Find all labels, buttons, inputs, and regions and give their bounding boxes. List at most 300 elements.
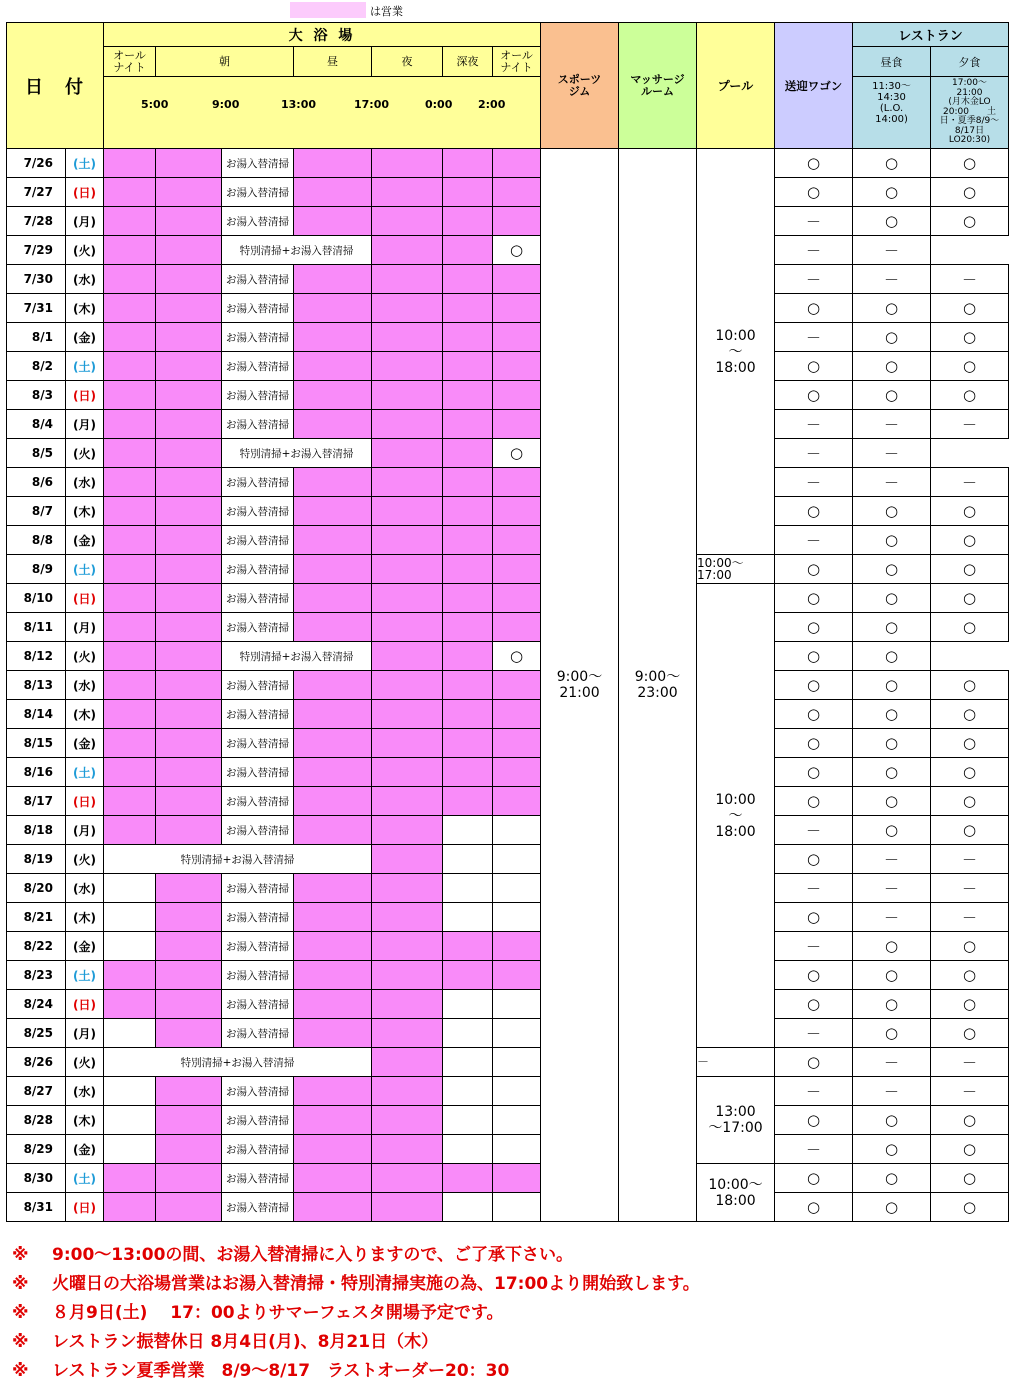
bath-slot [104, 439, 156, 468]
wagon-status: － [775, 1077, 853, 1106]
wagon-status: ○ [775, 671, 853, 700]
cleaning-cell: お湯入替清掃 [222, 381, 294, 410]
row-weekday: (日) [66, 990, 104, 1019]
bath-slot [493, 613, 541, 642]
time-axis-cell [104, 77, 541, 149]
table-row [7, 526, 1009, 555]
bath-slot [372, 1135, 443, 1164]
bath-slot [156, 961, 222, 990]
bath-slot [443, 555, 493, 584]
bath-slot [294, 903, 372, 932]
bath-slot [294, 584, 372, 613]
row-date: 8/19 [7, 845, 66, 874]
bath-slot [156, 1193, 222, 1222]
row-weekday: (日) [66, 381, 104, 410]
wagon-status: － [775, 207, 853, 236]
bath-slot [294, 410, 372, 439]
table-row [7, 729, 1009, 758]
bath-slot [104, 526, 156, 555]
bath-slot [443, 323, 493, 352]
bath-slot [156, 816, 222, 845]
bath-slot [493, 207, 541, 236]
bath-slot [372, 207, 443, 236]
lunch-status: － [853, 845, 931, 874]
row-weekday: (土) [66, 555, 104, 584]
bath-slot [156, 410, 222, 439]
dinner-status: ○ [931, 497, 1009, 526]
dinner-status: ○ [931, 1135, 1009, 1164]
bath-slot [372, 700, 443, 729]
bath-slot [294, 700, 372, 729]
bath-header: 大 浴 場 [104, 23, 541, 47]
dinner-header: 夕食 [931, 47, 1009, 77]
row-weekday: (木) [66, 1106, 104, 1135]
row-date: 8/29 [7, 1135, 66, 1164]
massage-header: マッサージ ルーム [619, 23, 697, 149]
note-mark: ※ [12, 1303, 29, 1323]
bath-slot [156, 584, 222, 613]
bath-slot [156, 555, 222, 584]
row-date: 8/31 [7, 1193, 66, 1222]
bath-slot [493, 526, 541, 555]
lunch-status: － [775, 439, 853, 468]
bath-slot [156, 903, 222, 932]
dinner-status: ○ [931, 787, 1009, 816]
lunch-status: ○ [853, 352, 931, 381]
bath-slot [294, 990, 372, 1019]
row-weekday: (金) [66, 729, 104, 758]
cleaning-cell: お湯入替清掃 [222, 323, 294, 352]
bath-slot [443, 497, 493, 526]
bath-slot [104, 584, 156, 613]
time-tick: 13:00 [281, 98, 317, 111]
bath-slot [372, 845, 443, 874]
bath-slot [372, 584, 443, 613]
bath-slot [493, 671, 541, 700]
table-row [7, 671, 1009, 700]
row-date: 8/13 [7, 671, 66, 700]
bath-slot [294, 265, 372, 294]
wagon-status: ○ [775, 1048, 853, 1077]
period-header: 昼 [294, 47, 372, 77]
dinner-status: － [931, 1048, 1009, 1077]
bath-slot [294, 729, 372, 758]
table-row [7, 961, 1009, 990]
bath-slot [156, 207, 222, 236]
bath-slot [443, 526, 493, 555]
lunch-status: ○ [853, 497, 931, 526]
cleaning-cell: お湯入替清掃 [222, 468, 294, 497]
bath-slot [443, 700, 493, 729]
bath-slot [156, 642, 222, 671]
cleaning-cell: お湯入替清掃 [222, 1019, 294, 1048]
row-weekday: (土) [66, 1164, 104, 1193]
dinner-status: ○ [931, 178, 1009, 207]
row-date: 8/17 [7, 787, 66, 816]
bath-slot [443, 236, 493, 265]
bath-slot [104, 323, 156, 352]
bath-slot [443, 439, 493, 468]
lunch-status: － [853, 903, 931, 932]
table-row [7, 149, 1009, 178]
pool-hours: － [697, 1048, 775, 1077]
bath-slot [493, 729, 541, 758]
bath-slot [443, 149, 493, 178]
wagon-status: ○ [775, 758, 853, 787]
dinner-status: － [931, 874, 1009, 903]
row-date: 8/24 [7, 990, 66, 1019]
bath-slot [294, 1164, 372, 1193]
cleaning-cell: お湯入替清掃 [222, 294, 294, 323]
bath-slot [443, 903, 493, 932]
row-date: 8/26 [7, 1048, 66, 1077]
lunch-status: ○ [853, 1135, 931, 1164]
lunch-status: ○ [853, 526, 931, 555]
bath-slot [372, 874, 443, 903]
bath-slot [443, 1048, 493, 1077]
dinner-status: － [931, 468, 1009, 497]
bath-slot [493, 1077, 541, 1106]
bath-slot [372, 555, 443, 584]
bath-slot [443, 932, 493, 961]
dinner-status: ○ [931, 323, 1009, 352]
bath-slot [493, 816, 541, 845]
bath-slot [104, 758, 156, 787]
wagon-status: ○ [775, 903, 853, 932]
bath-slot [443, 1077, 493, 1106]
note-text: 火曜日の大浴場営業はお湯入替清掃・特別清掃実施の為、17:00より開始致します。 [52, 1274, 700, 1294]
bath-slot [104, 642, 156, 671]
note-mark: ※ [12, 1332, 29, 1352]
period-header: 夜 [372, 47, 443, 77]
cleaning-cell: お湯入替清掃 [222, 671, 294, 700]
bath-slot [104, 497, 156, 526]
table-row [7, 352, 1009, 381]
dinner-status: ○ [931, 700, 1009, 729]
table-row [7, 932, 1009, 961]
row-date: 7/26 [7, 149, 66, 178]
lunch-hours: 11:30～ 14:30 (L.O. 14:00) [853, 77, 931, 149]
dinner-status: ○ [931, 1164, 1009, 1193]
row-date: 8/30 [7, 1164, 66, 1193]
row-weekday: (木) [66, 294, 104, 323]
bath-slot [294, 323, 372, 352]
dinner-status: ○ [931, 352, 1009, 381]
wagon-header: 送迎ワゴン [775, 23, 853, 149]
bath-slot [156, 149, 222, 178]
period-header: オール ナイト [493, 47, 541, 77]
lunch-header: 昼食 [853, 47, 931, 77]
bath-slot [156, 352, 222, 381]
row-date: 8/18 [7, 816, 66, 845]
wagon-status: ○ [775, 149, 853, 178]
wagon-status: － [775, 1135, 853, 1164]
wagon-status: ○ [775, 1164, 853, 1193]
bath-slot [294, 787, 372, 816]
dinner-status: ○ [931, 149, 1009, 178]
cleaning-cell: お湯入替清掃 [222, 700, 294, 729]
bath-slot [104, 1019, 156, 1048]
wagon-status: ○ [775, 584, 853, 613]
bath-slot [372, 381, 443, 410]
row-date: 8/7 [7, 497, 66, 526]
restaurant-header: レストラン [853, 23, 1009, 47]
row-weekday: (水) [66, 671, 104, 700]
bath-slot [156, 729, 222, 758]
row-date: 7/29 [7, 236, 66, 265]
bath-slot [104, 294, 156, 323]
dinner-status: ○ [931, 584, 1009, 613]
dinner-status: ○ [931, 207, 1009, 236]
row-weekday: (木) [66, 497, 104, 526]
bath-slot [493, 468, 541, 497]
bath-slot [493, 903, 541, 932]
dinner-status: ○ [931, 526, 1009, 555]
lunch-status: ○ [853, 671, 931, 700]
bath-slot [104, 1135, 156, 1164]
bath-slot [372, 729, 443, 758]
bath-slot [493, 178, 541, 207]
note-line [12, 1327, 438, 1352]
time-tick: 2:00 [478, 98, 506, 111]
note-text: 9:00～13:00の間、お湯入替清掃に入りますので、ご了承下さい。 [52, 1245, 574, 1265]
bath-slot [294, 294, 372, 323]
table-row [7, 1193, 1009, 1222]
bath-slot [493, 758, 541, 787]
bath-slot [443, 381, 493, 410]
row-weekday: (日) [66, 787, 104, 816]
lunch-status: ○ [853, 178, 931, 207]
period-header: オール ナイト [104, 47, 156, 77]
bath-slot [156, 874, 222, 903]
dinner-status: ○ [931, 1106, 1009, 1135]
row-date: 8/5 [7, 439, 66, 468]
lunch-status: － [853, 468, 931, 497]
wagon-status: － [775, 816, 853, 845]
row-weekday: (日) [66, 584, 104, 613]
table-row [7, 1164, 1009, 1193]
note-line [12, 1356, 509, 1381]
bath-slot [156, 787, 222, 816]
bath-slot [493, 874, 541, 903]
special-cleaning: 特別清掃+お湯入替清掃 [104, 1048, 372, 1077]
bath-slot [104, 874, 156, 903]
bath-slot [104, 468, 156, 497]
bath-slot [104, 236, 156, 265]
bath-slot [443, 1135, 493, 1164]
bath-slot [372, 1193, 443, 1222]
bath-slot [372, 816, 443, 845]
dinner-status: ○ [931, 932, 1009, 961]
bath-slot [156, 1106, 222, 1135]
bath-slot [104, 207, 156, 236]
cleaning-cell: お湯入替清掃 [222, 410, 294, 439]
bath-slot [493, 381, 541, 410]
bath-slot [443, 642, 493, 671]
cleaning-cell: お湯入替清掃 [222, 990, 294, 1019]
bath-slot [443, 816, 493, 845]
special-cleaning: 特別清掃+お湯入替清掃 [222, 439, 372, 468]
row-date: 7/28 [7, 207, 66, 236]
wagon-status: ○ [775, 294, 853, 323]
row-date: 7/30 [7, 265, 66, 294]
dinner-status: ○ [931, 758, 1009, 787]
wagon-status: ○ [775, 845, 853, 874]
bath-slot [443, 178, 493, 207]
table-row [7, 903, 1009, 932]
dinner-status: ○ [853, 642, 931, 671]
row-weekday: (水) [66, 874, 104, 903]
bath-slot [294, 207, 372, 236]
cleaning-cell: お湯入替清掃 [222, 555, 294, 584]
dinner-status: － [931, 903, 1009, 932]
lunch-status: ○ [853, 294, 931, 323]
bath-slot [294, 613, 372, 642]
dinner-status: ○ [931, 816, 1009, 845]
bath-slot [156, 236, 222, 265]
lunch-status: ○ [853, 961, 931, 990]
bath-slot [372, 961, 443, 990]
cleaning-cell: お湯入替清掃 [222, 526, 294, 555]
bath-slot [493, 265, 541, 294]
table-row [7, 1077, 1009, 1106]
table-row [7, 642, 1009, 671]
lunch-status: ○ [853, 381, 931, 410]
note-line [12, 1298, 504, 1323]
note-mark: ※ [12, 1361, 29, 1381]
lunch-status: ○ [775, 642, 853, 671]
note-text: ８月9日(土) 17：00よりサマーフェスタ開場予定です。 [52, 1303, 504, 1323]
cleaning-cell: お湯入替清掃 [222, 1164, 294, 1193]
dinner-status: ○ [931, 1019, 1009, 1048]
bath-slot [493, 990, 541, 1019]
bath-slot [493, 961, 541, 990]
bath-slot [372, 439, 443, 468]
row-date: 8/11 [7, 613, 66, 642]
dinner-status: － [931, 845, 1009, 874]
gym-hours: 9:00～ 21:00 [541, 149, 619, 1222]
bath-slot [104, 178, 156, 207]
special-cleaning: 特別清掃+お湯入替清掃 [222, 642, 372, 671]
wagon-status: ○ [775, 700, 853, 729]
wagon-status: ○ [775, 729, 853, 758]
bath-slot [294, 149, 372, 178]
bath-slot [443, 845, 493, 874]
row-weekday: (日) [66, 1193, 104, 1222]
table-row [7, 787, 1009, 816]
bath-slot [443, 584, 493, 613]
wagon-status: － [775, 323, 853, 352]
bath-slot [372, 613, 443, 642]
dinner-status: ○ [931, 381, 1009, 410]
wagon-status: ○ [775, 613, 853, 642]
row-weekday: (水) [66, 468, 104, 497]
lunch-status: － [853, 1048, 931, 1077]
dinner-status: ○ [931, 613, 1009, 642]
note-line [12, 1240, 573, 1265]
cleaning-cell: お湯入替清掃 [222, 1135, 294, 1164]
pool-hours: 10:00 ～ 18:00 [697, 584, 775, 1048]
bath-slot [294, 1106, 372, 1135]
wagon-status: － [775, 410, 853, 439]
bath-slot [156, 323, 222, 352]
bath-slot [372, 1164, 443, 1193]
bath-slot [372, 932, 443, 961]
row-date: 8/4 [7, 410, 66, 439]
cleaning-cell: お湯入替清掃 [222, 352, 294, 381]
bath-slot [372, 1106, 443, 1135]
bath-slot [104, 729, 156, 758]
bath-slot [493, 845, 541, 874]
bath-slot [294, 526, 372, 555]
cleaning-cell: お湯入替清掃 [222, 961, 294, 990]
cleaning-cell: お湯入替清掃 [222, 903, 294, 932]
bath-slot [294, 352, 372, 381]
dinner-status: ○ [931, 555, 1009, 584]
row-weekday: (火) [66, 236, 104, 265]
bath-slot [104, 381, 156, 410]
wagon-status: ○ [775, 961, 853, 990]
row-weekday: (土) [66, 149, 104, 178]
table-row [7, 1048, 1009, 1077]
table-row [7, 236, 1009, 265]
pool-hours: 10:00 ～ 18:00 [697, 149, 775, 555]
dinner-status: ○ [931, 729, 1009, 758]
row-weekday: (金) [66, 932, 104, 961]
pool-hours: 13:00 ～17:00 [697, 1077, 775, 1164]
bath-slot [493, 700, 541, 729]
dinner-status: ○ [931, 961, 1009, 990]
bath-slot [104, 961, 156, 990]
cleaning-cell: お湯入替清掃 [222, 265, 294, 294]
bath-slot [493, 584, 541, 613]
bath-slot [156, 671, 222, 700]
row-date: 8/2 [7, 352, 66, 381]
cleaning-cell: お湯入替清掃 [222, 816, 294, 845]
special-cleaning: 特別清掃+お湯入替清掃 [104, 845, 372, 874]
bath-slot [443, 294, 493, 323]
bath-slot [493, 323, 541, 352]
dinner-status: ○ [931, 1193, 1009, 1222]
row-weekday: (月) [66, 816, 104, 845]
row-weekday: (月) [66, 613, 104, 642]
cleaning-cell: お湯入替清掃 [222, 1077, 294, 1106]
bath-slot [493, 410, 541, 439]
bath-slot [156, 1164, 222, 1193]
dinner-status: － [853, 236, 931, 265]
bath-slot [443, 758, 493, 787]
bath-slot [372, 178, 443, 207]
bath-slot [156, 439, 222, 468]
bath-slot [443, 410, 493, 439]
bath-slot [372, 497, 443, 526]
bath-slot [493, 1193, 541, 1222]
table-row [7, 323, 1009, 352]
bath-slot [104, 1193, 156, 1222]
wagon-status: ○ [493, 439, 541, 468]
bath-slot [493, 932, 541, 961]
row-date: 8/1 [7, 323, 66, 352]
row-weekday: (水) [66, 265, 104, 294]
row-weekday: (月) [66, 1019, 104, 1048]
bath-slot [493, 1106, 541, 1135]
lunch-status: ○ [853, 932, 931, 961]
row-weekday: (金) [66, 323, 104, 352]
bath-slot [493, 1019, 541, 1048]
wagon-status: ○ [775, 1193, 853, 1222]
massage-hours: 9:00～ 23:00 [619, 149, 697, 1222]
bath-slot [372, 265, 443, 294]
